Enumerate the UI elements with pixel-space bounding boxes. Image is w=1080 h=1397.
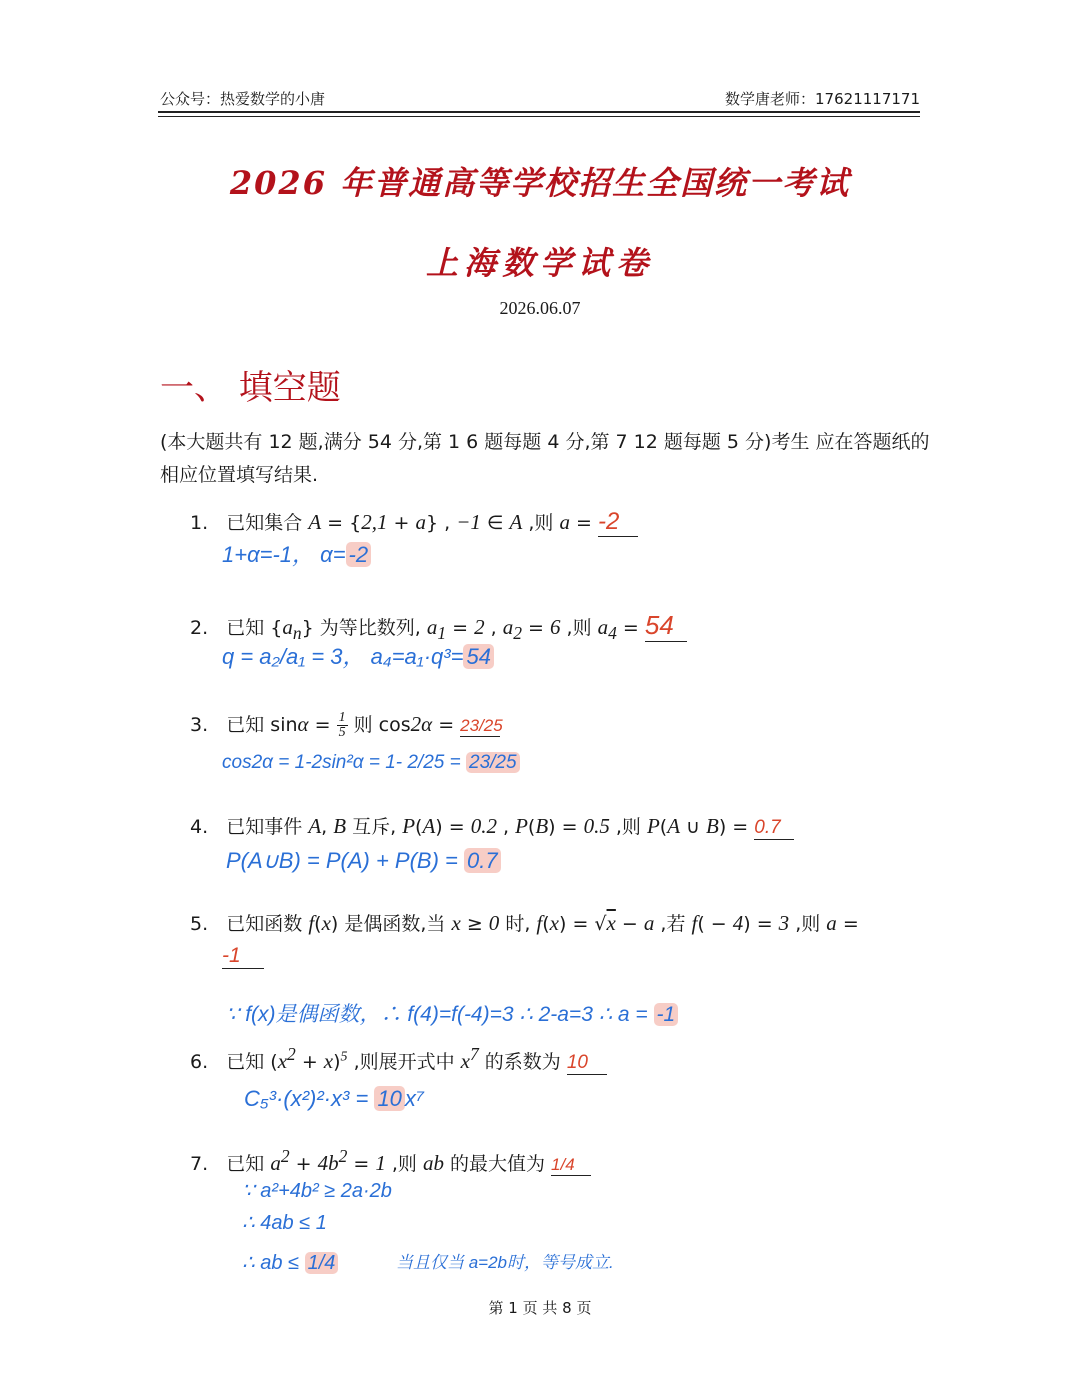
highlighted-answer: -2 bbox=[346, 542, 372, 567]
handwritten-solution: cos2α = 1-2sin²α = 1- 2/25 = 23/25 bbox=[222, 752, 520, 774]
header-left: 公众号：热爱数学的小唐 bbox=[160, 90, 326, 108]
question-number: 3. bbox=[190, 714, 209, 736]
handwritten-solution: q = a₂/a₁ = 3， a₄=a₁·q³= 54 bbox=[222, 640, 494, 671]
question-number: 6. bbox=[190, 1051, 209, 1073]
handwritten-step-2: ∴ 4ab ≤ 1 bbox=[242, 1212, 327, 1234]
exam-subtitle: 上海数学试卷 bbox=[425, 244, 654, 282]
question-7: 7. 已知 $a^2 + 4b^2 = 1$ ,则 ab 的最大值为 1/4 bbox=[190, 1146, 591, 1176]
answer-blank: 23/25 bbox=[460, 716, 503, 735]
question-3: 3. 已知 sinα = $\frac{1}{5}$ 则 cos2α = 23/25 bbox=[190, 710, 503, 740]
highlighted-answer: -1 bbox=[654, 1003, 679, 1026]
question-1: 1. 已知集合 A = {2,1 + a} , −1 ∈ A ,则 a = -2 bbox=[190, 508, 638, 537]
handwritten-step-3: ∴ ab ≤ 1/4 bbox=[242, 1250, 338, 1275]
highlighted-answer: 23/25 bbox=[466, 752, 520, 773]
question-number: 4. bbox=[190, 816, 209, 838]
exam-title: 2026 年普通高等学校招生全国统一考试 bbox=[229, 164, 851, 202]
question-5-blank bbox=[222, 944, 264, 969]
question-2: 2. 已知 $\{a_n\}$ 为等比数列, $a_1 = 2$ , $a_2 = 6$ ,则 $a_4 = 54$ bbox=[190, 610, 687, 644]
answer-blank: 0.7 bbox=[754, 817, 794, 840]
handwritten-solution: 1+α=-1， α= -2 bbox=[222, 538, 371, 569]
exam-date: 2026.06.07 bbox=[499, 298, 581, 318]
question-4: 4. 已知事件 A, B 互斥, P(A) = 0.2 , P(B) = 0.5 ,则 P(A ∪ B) = 0.7 bbox=[190, 812, 794, 840]
question-5: 5. 已知函数 f(x) 是偶函数,当 x ≥ 0 时, f(x) = √x − a ,若 f( − 4) = 3 ,则 a = bbox=[190, 911, 859, 935]
highlighted-answer: 1/4 bbox=[305, 1252, 339, 1274]
handwritten-solution: C₅³·(x²)²·x³ = 10 x⁷ bbox=[244, 1086, 425, 1111]
question-6: 6. 已知 $(x^2 + x)^5$ ,则展开式中 $x^7$ 的系数为 10 bbox=[190, 1044, 607, 1075]
header-rule bbox=[158, 111, 920, 113]
header-right: 数学唐老师：17621117171 bbox=[725, 90, 920, 108]
section-intro: (本大题共有 12 题,满分 54 分,第 1 6 题每题 4 分,第 7 12 题每题 5 分)考生 应在答题纸的相应位置填写结果. bbox=[160, 431, 930, 486]
question-number: 7. bbox=[190, 1153, 209, 1175]
highlighted-answer: 10 bbox=[374, 1086, 404, 1111]
answer-blank: 1/4 bbox=[551, 1155, 591, 1176]
answer-blank: 54 bbox=[645, 610, 687, 642]
question-number: 2. bbox=[190, 617, 209, 639]
handwritten-solution: ∵ f(x)是偶函数，∴ f(4)=f(-4)=3 ∴ 2-a=3 ∴ a = -1 bbox=[226, 998, 678, 1028]
highlighted-answer: 54 bbox=[463, 644, 493, 669]
highlighted-answer: 0.7 bbox=[464, 848, 501, 873]
section-title: 一、 填空题 bbox=[160, 368, 341, 408]
page-footer: 第 1 页 共 8 页 bbox=[488, 1299, 592, 1317]
handwritten-note: 当且仅当 a=2b时，等号成立. bbox=[396, 1253, 614, 1272]
answer-blank: -2 bbox=[598, 508, 638, 537]
question-number: 1. bbox=[190, 512, 209, 534]
handwritten-step-1: ∵ a²+4b² ≥ 2a·2b bbox=[242, 1180, 392, 1202]
question-number: 5. bbox=[190, 913, 209, 935]
handwritten-solution: P(A∪B) = P(A) + P(B) = 0.7 bbox=[226, 848, 501, 874]
answer-blank: -1 bbox=[222, 944, 264, 969]
answer-blank: 10 bbox=[567, 1052, 607, 1075]
header-rule-thin bbox=[158, 116, 920, 117]
